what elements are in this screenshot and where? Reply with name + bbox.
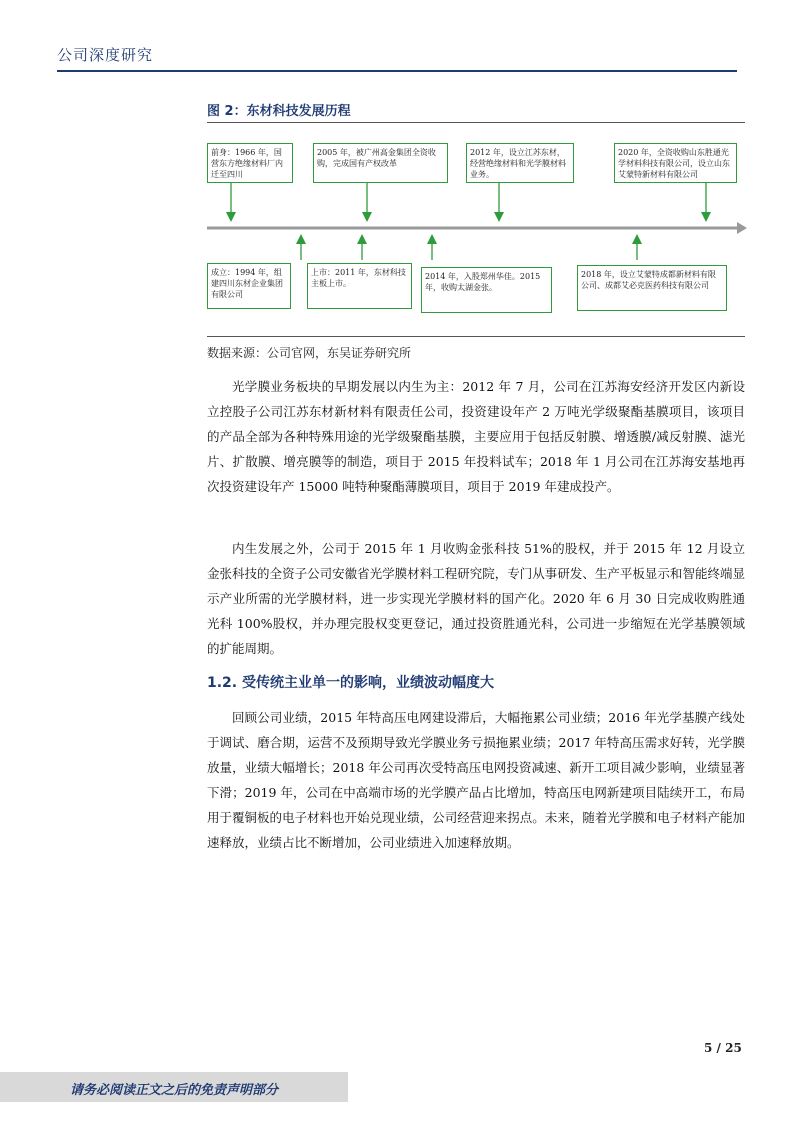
figure-source: 数据来源：公司官网，东吴证券研究所 bbox=[207, 346, 412, 360]
connector-up-2018 bbox=[632, 234, 642, 260]
timeline-arrowhead bbox=[737, 222, 747, 234]
timeline-event-2005: 2005 年，被广州高金集团全资收购，完成国有产权改革 bbox=[313, 143, 448, 183]
timeline-event-2014: 2014 年，入股郑州华佳。2015 年，收购太湖金张。 bbox=[421, 267, 552, 313]
timeline-event-2018: 2018 年，设立艾蒙特成都新材料有限公司、成都艾必克医药科技有限公司 bbox=[577, 265, 727, 311]
figure-caption-divider bbox=[207, 122, 745, 123]
timeline-event-2020: 2020 年，全资收购山东胜通光学材料科技有限公司，设立山东艾蒙特新材料有限公司 bbox=[614, 143, 737, 183]
footer-disclaimer: 请务必阅读正文之后的免责声明部分 bbox=[70, 1083, 279, 1098]
paragraph-optical-film-early: 光学膜业务板块的早期发展以内生为主：2012 年 7 月，公司在江苏海安经济开发区内新设立控股子公司江苏东材新材料有限责任公司，投资建设年产 2 万吨光学级聚酯基膜项目，该项目的产品全部为各种特殊用途的光学级聚酯基膜，主要应用于包括反射膜、增透膜/减反射膜、滤光片、扩散膜、增亮膜等的制造，项目于 2015 年投料试车；2018 年 1 月公司在江苏海安基地再次投资建设年产 15000 吨特种聚酯薄膜项目，项目于 2019 年建成投产。 bbox=[207, 379, 745, 494]
paragraph-external-growth: 内生发展之外，公司于 2015 年 1 月收购金张科技 51%的股权，并于 2015 年 12 月设立金张科技的全资子公司安徽省光学膜材料工程研究院，专门从事研发、生产平板显示和智能终端显示产业所需的光学膜材料，进一步实现光学膜材料的国产化。2020 年 6 月 30 日完成收购胜通光科 100%股权，并办理完股权变更登记，通过投资胜通光科，公司进一步缩短在光学基膜领域的扩能周期。 bbox=[207, 541, 745, 656]
figure-source-divider bbox=[207, 336, 745, 337]
page-header-title: 公司深度研究 bbox=[57, 46, 154, 64]
section-heading: 1.2. 受传统主业单一的影响，业绩波动幅度大 bbox=[207, 675, 494, 691]
figure-caption: 图 2：东材科技发展历程 bbox=[207, 104, 351, 119]
connector-down-2020 bbox=[701, 182, 711, 222]
connector-down-2012 bbox=[494, 182, 504, 222]
connector-up-2014 bbox=[427, 234, 437, 260]
connector-up-1994 bbox=[296, 234, 306, 260]
timeline-event-2012: 2012 年，设立江苏东材，经营绝缘材料和光学膜材料业务。 bbox=[466, 143, 574, 183]
timeline-event-2011: 上市：2011 年，东材科技主板上市。 bbox=[307, 263, 412, 309]
timeline-event-1994: 成立：1994 年，组建四川东材企业集团有限公司 bbox=[207, 263, 291, 309]
header-divider bbox=[57, 70, 737, 72]
connector-up-2011 bbox=[357, 234, 367, 260]
connector-down-2005 bbox=[362, 182, 372, 222]
timeline-event-1966: 前身：1966 年，国营东方绝缘材料厂内迁至四川 bbox=[207, 143, 293, 183]
page-number: 5 / 25 bbox=[704, 1041, 742, 1055]
paragraph-performance-review: 回顾公司业绩，2015 年特高压电网建设滞后，大幅拖累公司业绩；2016 年光学基膜产线处于调试、磨合期，运营不及预期导致光学膜业务亏损拖累业绩；2017 年特高压需求好转，光学膜放量，业绩大幅增长；2018 年公司再次受特高压电网投资减速、新开工项目减少影响，业绩显著下滑；2019 年，公司在中高端市场的光学膜产品占比增加，特高压电网新建项目陆续开工，布局用于覆铜板的电子材料也开始兑现业绩，公司经营迎来拐点。未来，随着光学膜和电子材料产能加速释放，业绩占比不断增加，公司业绩进入加速释放期。 bbox=[207, 710, 745, 850]
connector-down-1966 bbox=[226, 182, 236, 222]
